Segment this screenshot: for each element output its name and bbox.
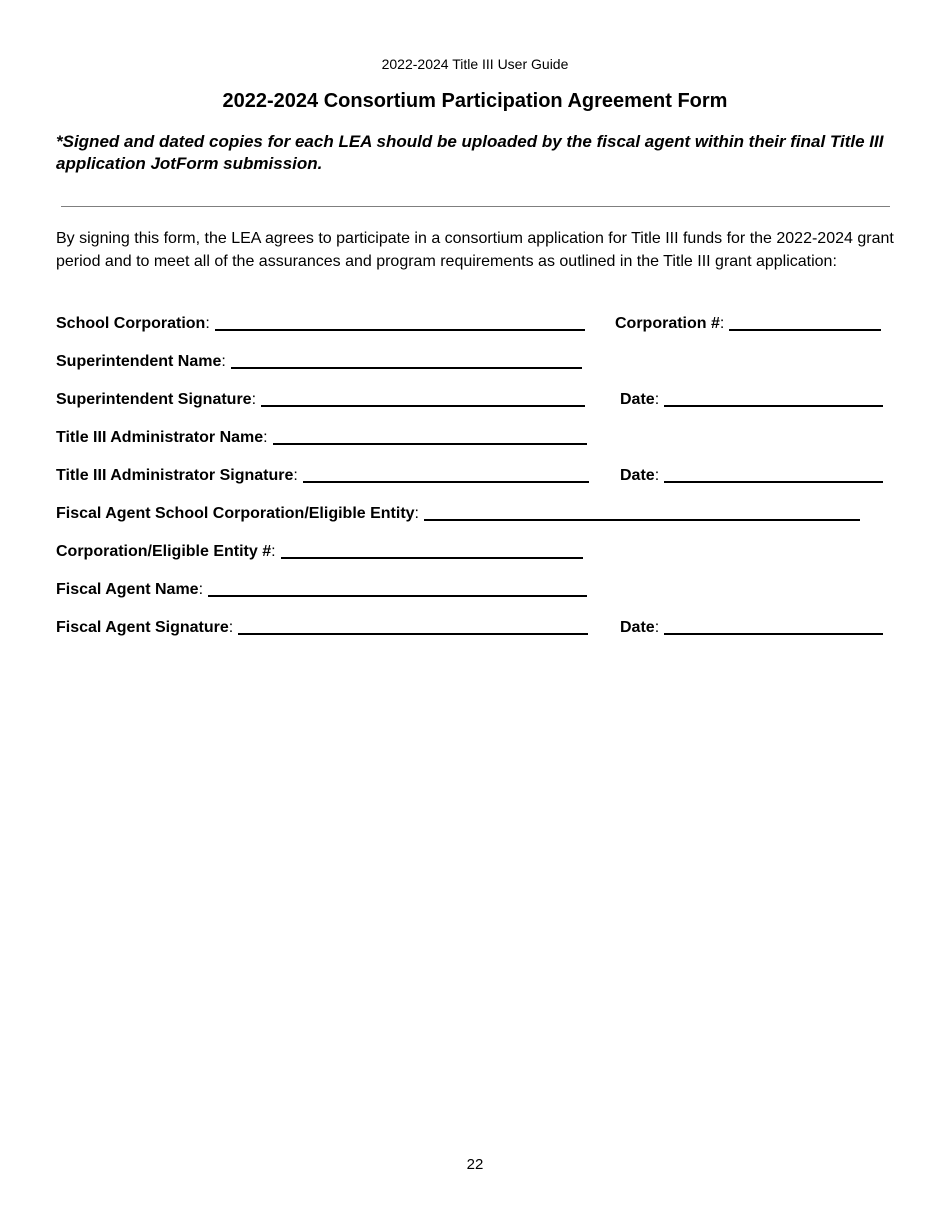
colon: :: [198, 581, 204, 598]
upload-instruction: *Signed and dated copies for each LEA should be uploaded by the fiscal agent within their final Title III application JotForm submission.: [56, 132, 884, 173]
agreement-intro: By signing this form, the LEA agrees to participate in a consortium application for Title III funds for the 2022-2024 grant period and to meet all of the assurances and program requirements as outlined in the Title III grant application:: [56, 230, 894, 270]
title3-admin-signature-line[interactable]: [303, 481, 589, 483]
corporation-number-line[interactable]: [729, 329, 881, 331]
entity-number-line[interactable]: [281, 557, 583, 559]
title3-admin-name-field: [56, 425, 587, 447]
fiscal-agent-name-line[interactable]: [208, 595, 587, 597]
school-corporation-field: [56, 311, 585, 333]
superintendent-signature-label: Superintendent Signature: [56, 391, 252, 408]
colon: :: [221, 353, 226, 370]
superintendent-signature-field: [56, 387, 585, 409]
fiscal-agent-signature-label: Fiscal Agent Signature: [56, 619, 229, 636]
entity-number-field: [56, 539, 583, 561]
colon: :: [654, 391, 660, 408]
title3-admin-date-line[interactable]: [664, 481, 883, 483]
school-corporation-line[interactable]: [215, 329, 585, 331]
superintendent-date-line[interactable]: [664, 405, 883, 407]
colon: :: [414, 505, 419, 522]
title3-admin-signature-label: Title III Administrator Signature: [56, 467, 294, 484]
form-title: 2022-2024 Consortium Participation Agreement Form: [222, 90, 728, 112]
horizontal-divider: [61, 206, 890, 207]
colon: :: [205, 315, 210, 332]
corporation-number-label: Corporation #: [615, 315, 720, 332]
colon: :: [654, 467, 660, 484]
colon: :: [719, 315, 725, 332]
superintendent-name-label: Superintendent Name: [56, 353, 222, 370]
superintendent-name-line[interactable]: [231, 367, 582, 369]
title3-admin-name-line[interactable]: [273, 443, 587, 445]
superintendent-date-field: [620, 387, 883, 409]
fiscal-agent-name-field: [56, 577, 587, 599]
title3-admin-date-field: [620, 463, 883, 485]
fiscal-agent-signature-field: [56, 615, 588, 637]
corporation-number-field: [615, 311, 881, 333]
school-corporation-label: School Corporation: [56, 315, 206, 332]
colon: :: [228, 619, 234, 636]
fiscal-agent-date-field: [620, 615, 883, 637]
date-label: Date: [620, 391, 655, 408]
fiscal-agent-signature-line[interactable]: [238, 633, 588, 635]
colon: :: [271, 543, 276, 560]
fiscal-agent-entity-field: [56, 501, 860, 523]
fiscal-agent-name-label: Fiscal Agent Name: [56, 581, 199, 598]
fiscal-agent-date-line[interactable]: [664, 633, 883, 635]
superintendent-name-field: [56, 349, 582, 371]
date-label: Date: [620, 619, 655, 636]
date-label: Date: [620, 467, 655, 484]
colon: :: [251, 391, 257, 408]
fiscal-agent-entity-label: Fiscal Agent School Corporation/Eligible Entity: [56, 505, 415, 522]
title3-admin-signature-field: [56, 463, 589, 485]
fiscal-agent-entity-line[interactable]: [424, 519, 860, 521]
colon: :: [293, 467, 298, 484]
colon: :: [263, 429, 268, 446]
superintendent-signature-line[interactable]: [261, 405, 585, 407]
colon: :: [654, 619, 660, 636]
running-header: 2022-2024 Title III User Guide: [381, 56, 569, 72]
entity-number-label: Corporation/Eligible Entity #: [56, 543, 272, 560]
title3-admin-name-label: Title III Administrator Name: [56, 429, 264, 446]
page-number: 22: [466, 1156, 484, 1173]
